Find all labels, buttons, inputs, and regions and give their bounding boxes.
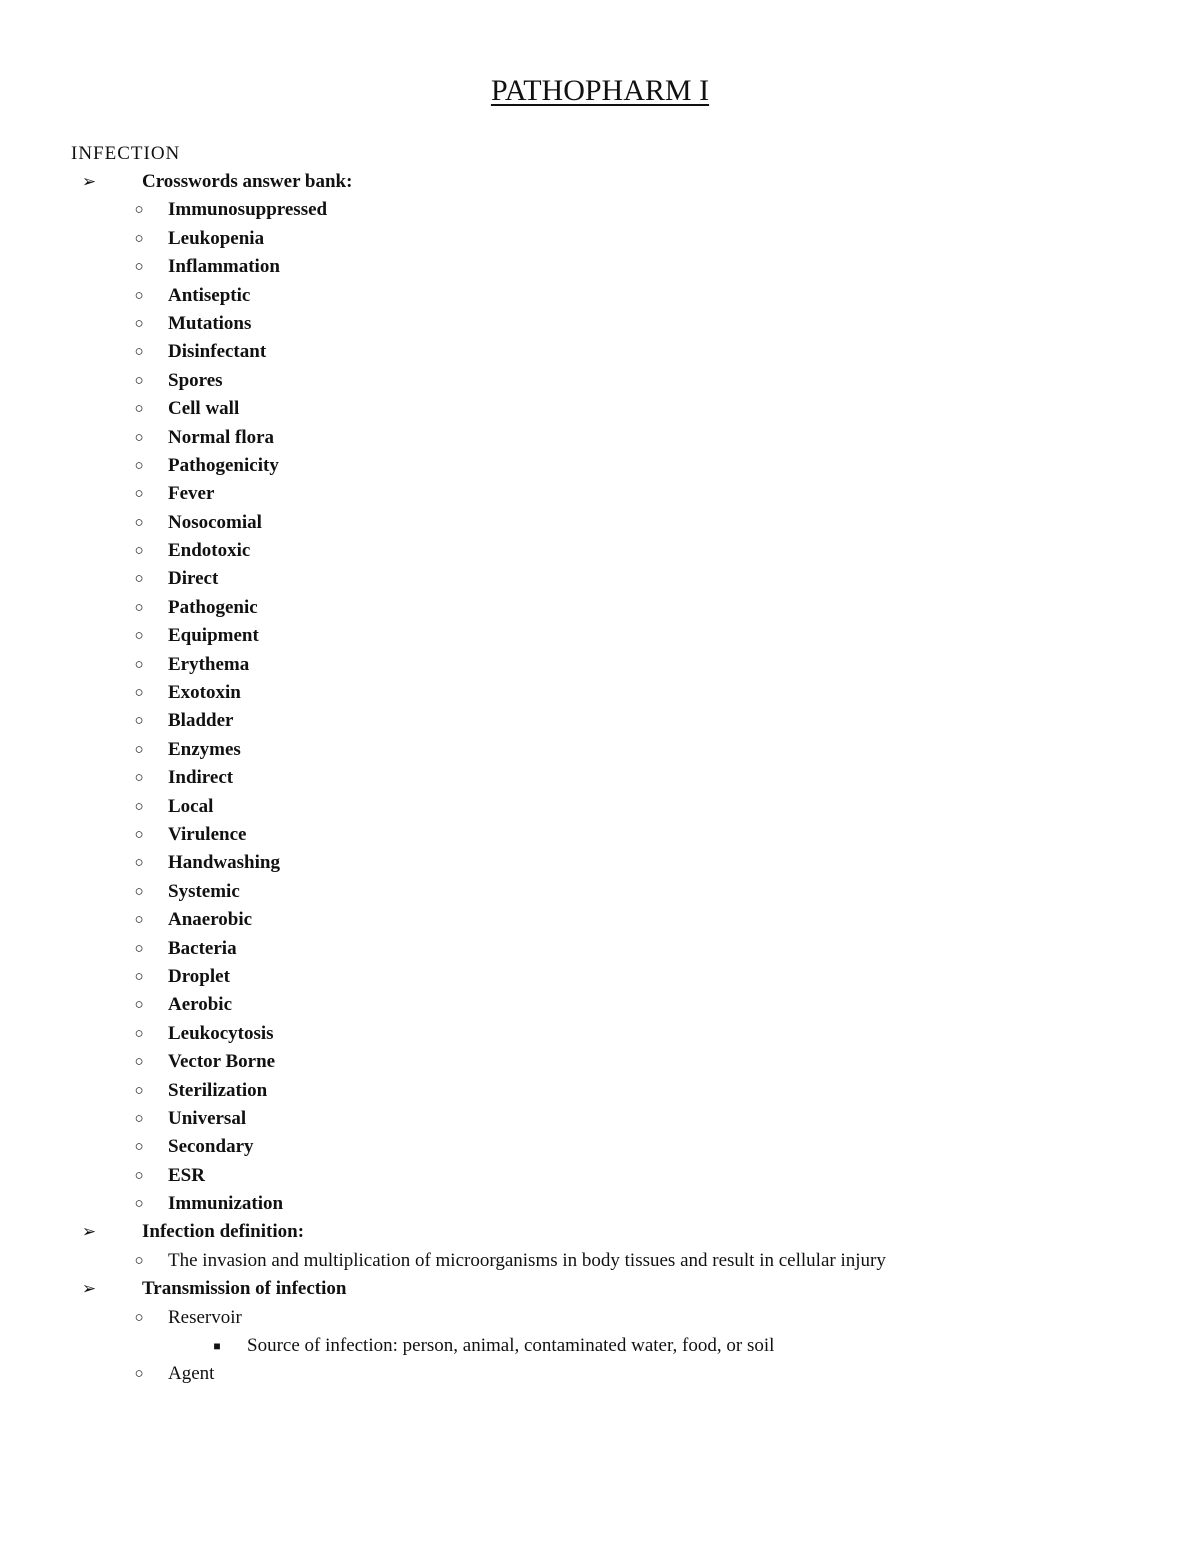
list-item — [0, 282, 1200, 310]
list-item — [0, 736, 1200, 764]
list-item — [0, 821, 1200, 849]
circle-bullet-icon: ○ — [134, 1139, 144, 1156]
list-item-label: The invasion and multiplication of microorganisms in body tissues and result in cellular injury — [168, 1249, 886, 1271]
circle-bullet-icon: ○ — [134, 940, 144, 957]
list-item-label: Sterilization — [168, 1079, 268, 1101]
circle-bullet-icon: ○ — [134, 1082, 144, 1099]
list-item — [0, 253, 1200, 281]
circle-bullet-icon: ○ — [134, 315, 144, 332]
list-item-label: Fever — [168, 483, 215, 505]
list-item-label: Inflammation — [168, 256, 280, 278]
list-item-label: Immunosuppressed — [168, 199, 328, 221]
circle-bullet-icon: ○ — [134, 855, 144, 872]
list-item-label: Vector Borne — [168, 1051, 276, 1073]
list-item-label: Handwashing — [168, 852, 280, 874]
circle-bullet-icon: ○ — [134, 259, 144, 276]
circle-bullet-icon: ○ — [134, 372, 144, 389]
list-item — [0, 594, 1200, 622]
circle-bullet-icon: ○ — [134, 883, 144, 900]
circle-bullet-icon: ○ — [134, 287, 144, 304]
list-item-label: Spores — [168, 369, 223, 391]
square-bullet-icon: ■ — [213, 1339, 221, 1354]
circle-bullet-icon: ○ — [134, 798, 144, 815]
list-item-label: Exotoxin — [168, 682, 241, 704]
circle-bullet-icon: ○ — [134, 571, 144, 588]
list-item — [0, 225, 1200, 253]
circle-bullet-icon: ○ — [134, 429, 144, 446]
circle-bullet-icon: ○ — [134, 401, 144, 418]
circle-bullet-icon: ○ — [134, 713, 144, 730]
list-item-label: Erythema — [168, 653, 250, 675]
list-item-agent — [0, 1360, 1200, 1388]
list-item — [0, 793, 1200, 821]
list-item — [0, 651, 1200, 679]
list-item — [0, 367, 1200, 395]
list-item-label: Indirect — [168, 767, 234, 789]
list-item — [0, 1190, 1200, 1218]
list-item-label: Systemic — [168, 880, 240, 902]
list-item-label: Droplet — [168, 965, 230, 987]
list-item-label: Direct — [168, 568, 219, 590]
list-item-label: Disinfectant — [168, 341, 267, 363]
circle-bullet-icon: ○ — [134, 685, 144, 702]
list-item-label: Immunization — [168, 1193, 284, 1215]
page-title: PATHOPHARM I — [490, 74, 710, 107]
circle-bullet-icon: ○ — [134, 656, 144, 673]
list-item — [0, 906, 1200, 934]
list-item-label: ESR — [168, 1164, 205, 1186]
list-item-label: Nosocomial — [168, 511, 262, 533]
circle-bullet-icon: ○ — [134, 543, 144, 560]
list-item — [0, 991, 1200, 1019]
list-item — [0, 1105, 1200, 1133]
list-item-label: Endotoxic — [168, 540, 251, 562]
list-item — [0, 1077, 1200, 1105]
list-item — [0, 935, 1200, 963]
list-item — [0, 707, 1200, 735]
list-item — [0, 1162, 1200, 1190]
list-item — [0, 622, 1200, 650]
outline-list — [0, 168, 1200, 1389]
list-item — [0, 452, 1200, 480]
list-item-label: Infection definition: — [142, 1221, 305, 1243]
crosswords-term-list — [0, 196, 1200, 1218]
list-item-label: Universal — [168, 1107, 247, 1129]
list-item — [0, 424, 1200, 452]
circle-bullet-icon: ○ — [134, 741, 144, 758]
list-item — [0, 849, 1200, 877]
list-item-label: Transmission of infection — [142, 1278, 347, 1300]
list-item — [0, 196, 1200, 224]
list-item — [0, 509, 1200, 537]
circle-bullet-icon: ○ — [134, 826, 144, 843]
list-item-label: Aerobic — [168, 994, 233, 1016]
circle-bullet-icon: ○ — [134, 457, 144, 474]
arrow-bullet-icon: ➢ — [81, 172, 97, 191]
circle-bullet-icon: ○ — [134, 344, 144, 361]
list-item-definition-heading — [0, 1218, 1200, 1246]
circle-bullet-icon: ○ — [134, 486, 144, 503]
list-item-label: Bacteria — [168, 937, 237, 959]
list-item-label: Enzymes — [168, 738, 241, 760]
circle-bullet-icon: ○ — [134, 230, 144, 247]
circle-bullet-icon: ○ — [134, 1366, 144, 1383]
circle-bullet-icon: ○ — [134, 1167, 144, 1184]
circle-bullet-icon: ○ — [134, 1054, 144, 1071]
list-item — [0, 963, 1200, 991]
list-item-reservoir — [0, 1304, 1200, 1332]
circle-bullet-icon: ○ — [134, 770, 144, 787]
list-item-transmission-heading — [0, 1275, 1200, 1303]
circle-bullet-icon: ○ — [134, 1196, 144, 1213]
list-item-label: Cell wall — [168, 398, 240, 420]
list-item-label: Virulence — [168, 823, 247, 845]
list-item-label: Reservoir — [168, 1306, 242, 1328]
list-item — [0, 1020, 1200, 1048]
list-item-label: Normal flora — [168, 426, 275, 448]
circle-bullet-icon: ○ — [134, 968, 144, 985]
list-item — [0, 878, 1200, 906]
circle-bullet-icon: ○ — [134, 1025, 144, 1042]
list-item-label: Local — [168, 795, 214, 817]
list-item — [0, 395, 1200, 423]
arrow-bullet-icon: ➢ — [81, 1279, 97, 1299]
circle-bullet-icon: ○ — [134, 912, 144, 929]
circle-bullet-icon: ○ — [134, 628, 144, 645]
circle-bullet-icon: ○ — [134, 1309, 144, 1326]
circle-bullet-icon: ○ — [134, 599, 144, 616]
circle-bullet-icon: ○ — [134, 997, 144, 1014]
arrow-bullet-icon: ➢ — [81, 1222, 97, 1242]
list-item — [0, 1048, 1200, 1076]
circle-bullet-icon: ○ — [134, 514, 144, 531]
list-item-label: Mutations — [168, 312, 252, 334]
list-item-label: Anaerobic — [168, 909, 253, 931]
list-item-label: Leukocytosis — [168, 1022, 274, 1044]
list-item — [0, 1133, 1200, 1161]
list-item-label: Crosswords answer bank: — [142, 171, 353, 192]
section-heading: INFECTION — [71, 143, 181, 164]
list-item-label: Pathogenicity — [168, 454, 279, 476]
circle-bullet-icon: ○ — [134, 202, 144, 219]
list-item-label: Antiseptic — [168, 284, 251, 306]
list-item-label: Leukopenia — [168, 227, 265, 249]
list-item — [0, 764, 1200, 792]
list-item — [0, 310, 1200, 338]
list-item-definition-text — [0, 1247, 1200, 1275]
list-item — [0, 338, 1200, 366]
list-item — [0, 537, 1200, 565]
list-item-label: Equipment — [168, 625, 259, 647]
list-item-label: Pathogenic — [168, 596, 258, 618]
list-item-label: Bladder — [168, 710, 234, 732]
list-item — [0, 679, 1200, 707]
list-item — [0, 565, 1200, 593]
circle-bullet-icon: ○ — [134, 1252, 144, 1269]
circle-bullet-icon: ○ — [134, 1110, 144, 1127]
list-item-label: Source of infection: person, animal, contaminated water, food, or soil — [247, 1335, 775, 1357]
list-item-label: Secondary — [168, 1136, 254, 1158]
list-item-label: Agent — [168, 1363, 215, 1385]
list-item-crosswords-heading — [0, 168, 1200, 196]
list-item — [0, 480, 1200, 508]
list-item-reservoir-detail — [0, 1332, 1200, 1360]
